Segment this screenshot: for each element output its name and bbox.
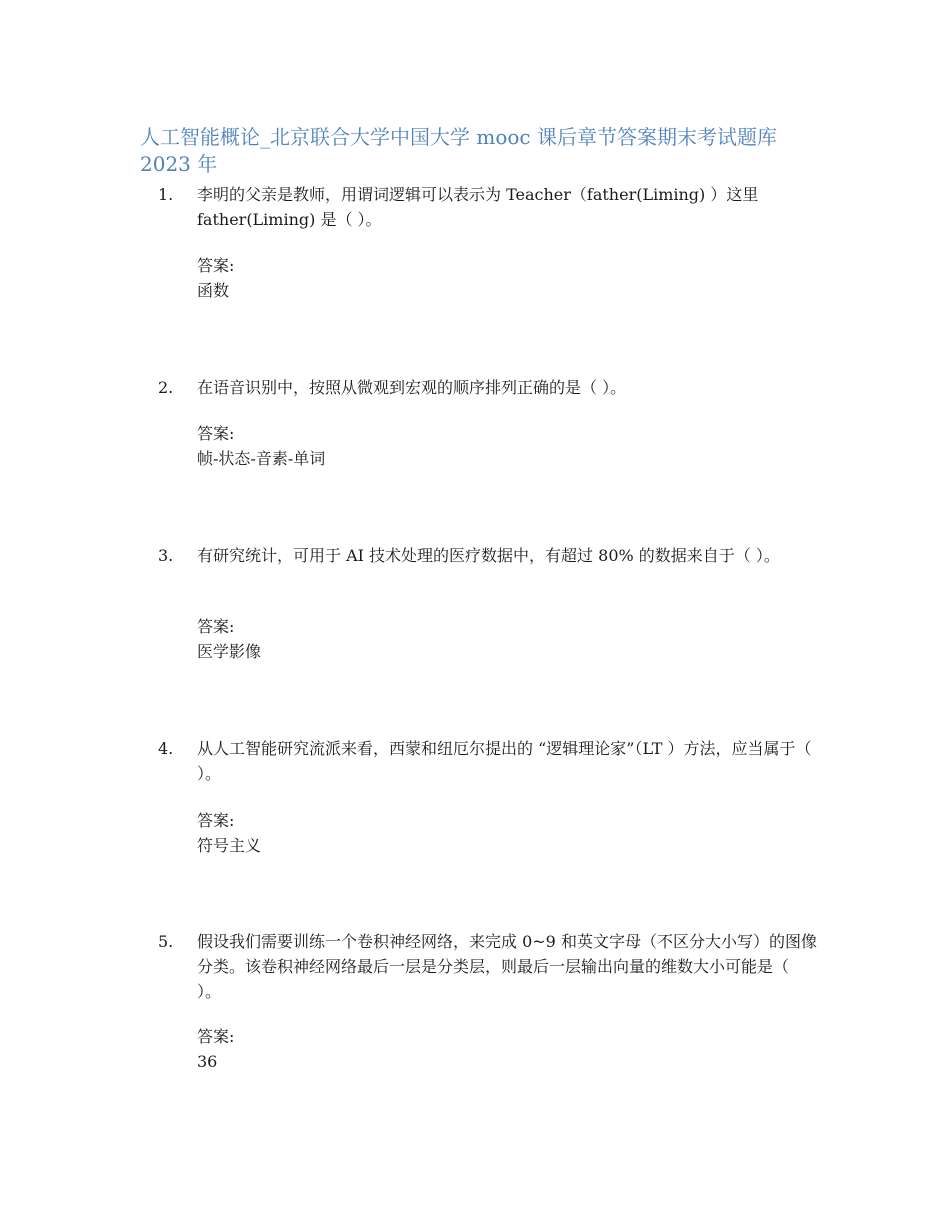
answer-label: 答案: xyxy=(197,1027,235,1046)
answer-label: 答案: xyxy=(197,256,235,275)
answer-label: 答案: xyxy=(197,424,235,443)
question-text: 有研究统计，可用于 AI 技术处理的医疗数据中，有超过 80% 的数据来自于（ ）。 xyxy=(197,546,780,565)
answer-value: 医学影像 xyxy=(197,642,262,661)
question-text: 在语音识别中，按照从微观到宏观的顺序排列正确的是（ ）。 xyxy=(197,378,627,397)
answer-value: 36 xyxy=(197,1052,218,1071)
answer-value: 函数 xyxy=(197,281,230,300)
question-text: 李明的父亲是教师，用谓词逻辑可以表示为 Teacher（father(Liming) ）这里 father(Liming) 是（ ）。 xyxy=(197,185,759,229)
question-number: 4. xyxy=(158,739,174,758)
question-text: 从人工智能研究流派来看，西蒙和纽厄尔提出的 “逻辑理论家”（LT ）方法，应当属于（ ）。 xyxy=(197,739,812,783)
document-title: 人工智能概论_北京联合大学中国大学 mooc 课后章节答案期末考试题库 2023 年 xyxy=(140,125,777,176)
question-text: 假设我们需要训练一个卷积神经网络，来完成 0~9 和英文字母（不区分大小写）的图像分类。该卷积神经网络最后一层是分类层，则最后一层输出向量的维数大小可能是（ ）。 xyxy=(197,932,817,1001)
answer-label: 答案: xyxy=(197,617,235,636)
question-number: 2. xyxy=(158,378,174,397)
question-number: 3. xyxy=(158,546,174,565)
question-number: 1. xyxy=(158,185,174,204)
answer-label: 答案: xyxy=(197,811,235,830)
answer-value: 帧-状态-音素-单词 xyxy=(197,449,326,468)
answer-value: 符号主义 xyxy=(197,836,262,855)
question-number: 5. xyxy=(158,932,174,951)
